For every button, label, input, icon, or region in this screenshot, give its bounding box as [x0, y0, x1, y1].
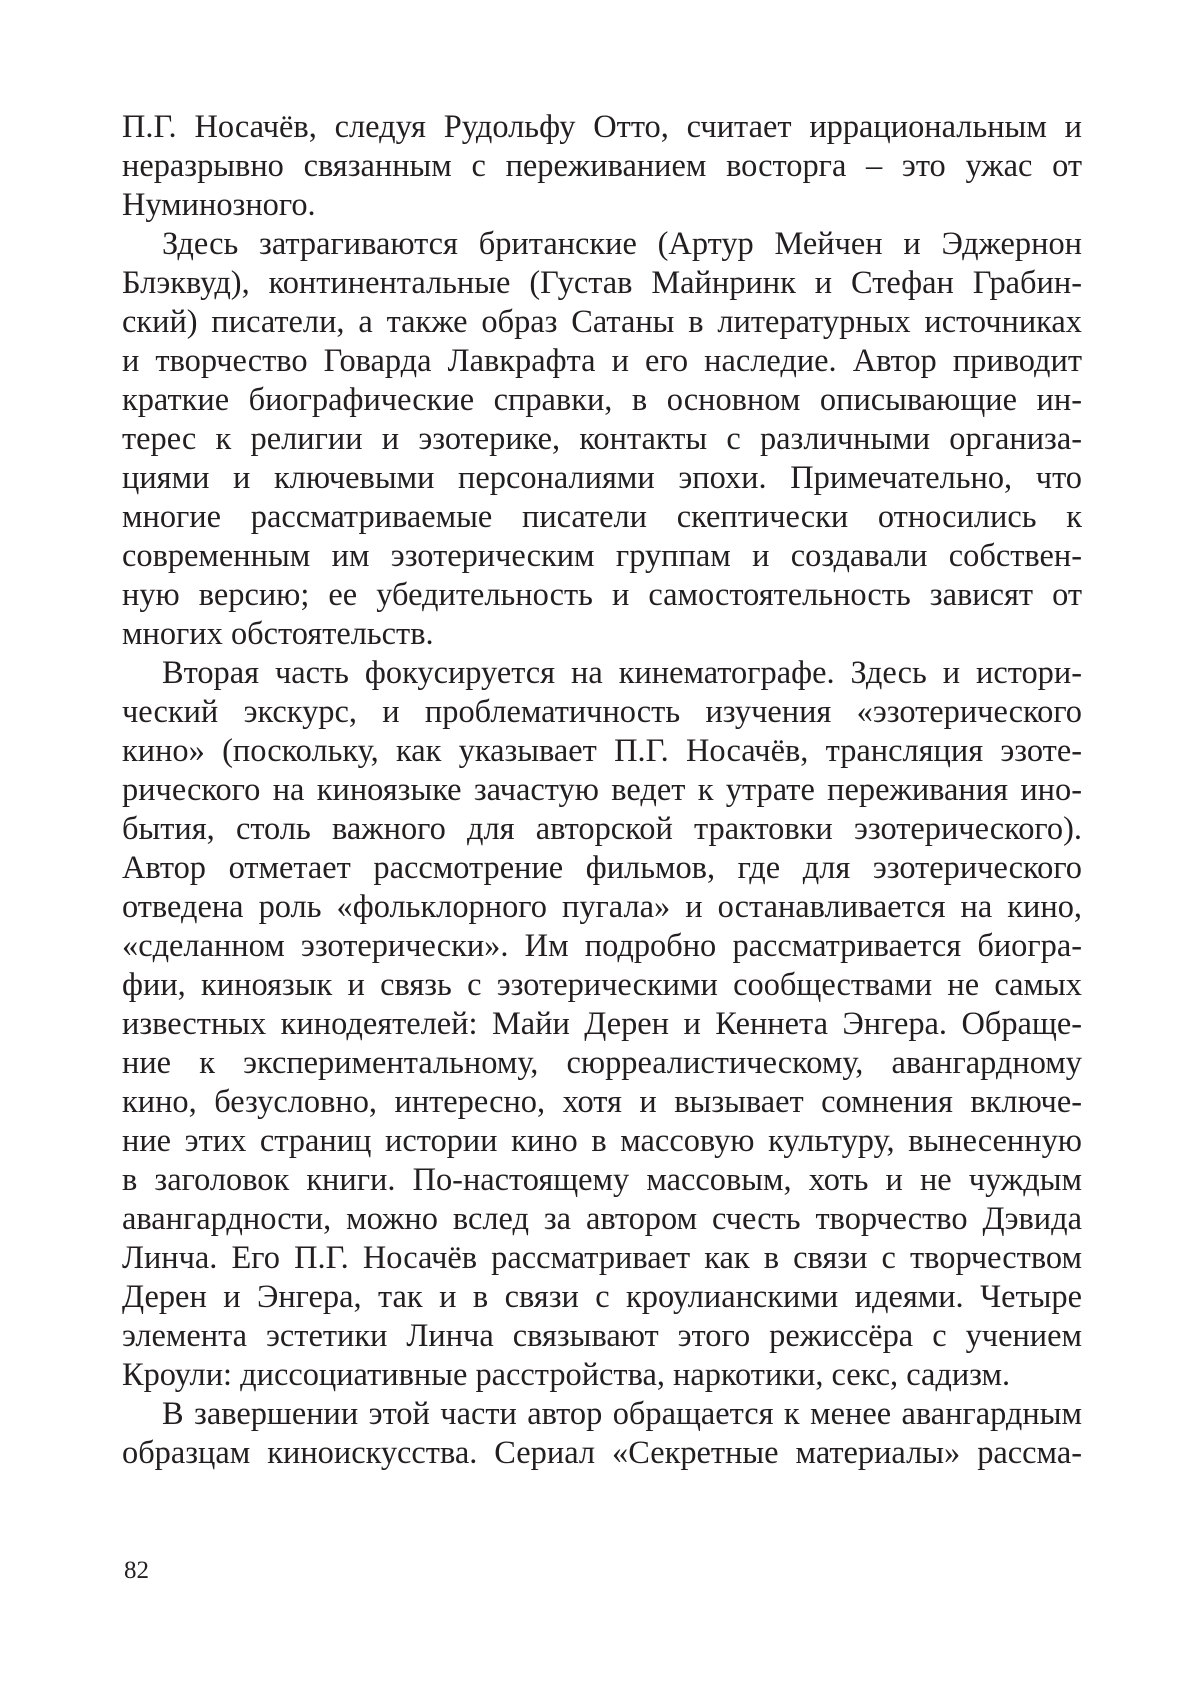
text-line: краткие биографические справки, в основном описывающие ин-: [122, 381, 1082, 420]
text-line: ние этих страниц истории кино в массовую культуру, вынесенную: [122, 1122, 1082, 1161]
text-line: в заголовок книги. По-настоящему массовым, хоть и не чуждым: [122, 1161, 1082, 1200]
text-line: фии, киноязык и связь с эзотерическими сообществами не самых: [122, 966, 1082, 1005]
text-line: Здесь затрагиваются британские (Артур Мейчен и Эджернон: [122, 225, 1082, 264]
text-line: многих обстоятельств.: [122, 615, 1082, 654]
text-line: ческий экскурс, и проблематичность изучения «эзотерического: [122, 693, 1082, 732]
text-line: «сделанном эзотерически». Им подробно рассматривается биогра-: [122, 927, 1082, 966]
paragraph: [122, 1395, 1082, 1473]
text-line: Кроули: диссоциативные расстройства, наркотики, секс, садизм.: [122, 1356, 1082, 1395]
text-line: элемента эстетики Линча связывают этого режиссёра с учением: [122, 1317, 1082, 1356]
text-line: неразрывно связанным с переживанием восторга – это ужас от: [122, 147, 1082, 186]
text-line: современным им эзотерическим группам и создавали собствен-: [122, 537, 1082, 576]
text-line: Блэквуд), континентальные (Густав Майнринк и Стефан Грабин-: [122, 264, 1082, 303]
body-text: [122, 108, 1082, 1473]
text-line: образцам киноискусства. Сериал «Секретные материалы» рассма-: [122, 1434, 1082, 1473]
page-number: 82: [124, 1557, 149, 1585]
text-line: многие рассматриваемые писатели скептически относились к: [122, 498, 1082, 537]
text-line: бытия, столь важного для авторской трактовки эзотерического).: [122, 810, 1082, 849]
text-line: циями и ключевыми персоналиями эпохи. Примечательно, что: [122, 459, 1082, 498]
text-line: терес к религии и эзотерике, контакты с различными организа-: [122, 420, 1082, 459]
text-line: Линча. Его П.Г. Носачёв рассматривает как в связи с творчеством: [122, 1239, 1082, 1278]
text-line: Нуминозного.: [122, 186, 1082, 225]
text-line: известных кинодеятелей: Майи Дерен и Кеннета Энгера. Обраще-: [122, 1005, 1082, 1044]
text-line: кино, безусловно, интересно, хотя и вызывает сомнения включе-: [122, 1083, 1082, 1122]
text-line: кино» (поскольку, как указывает П.Г. Носачёв, трансляция эзоте-: [122, 732, 1082, 771]
text-line: рического на киноязыке зачастую ведет к утрате переживания ино-: [122, 771, 1082, 810]
paragraph: [122, 654, 1082, 1395]
book-page: [0, 0, 1200, 1703]
text-line: ную версию; ее убедительность и самостоятельность зависят от: [122, 576, 1082, 615]
text-line: Автор отметает рассмотрение фильмов, где для эзотерического: [122, 849, 1082, 888]
text-line: П.Г. Носачёв, следуя Рудольфу Отто, считает иррациональным и: [122, 108, 1082, 147]
text-line: ский) писатели, а также образ Сатаны в литературных источниках: [122, 303, 1082, 342]
text-line: ние к экспериментальному, сюрреалистическому, авангардному: [122, 1044, 1082, 1083]
text-line: и творчество Говарда Лавкрафта и его наследие. Автор приводит: [122, 342, 1082, 381]
text-line: Дерен и Энгера, так и в связи с кроулианскими идеями. Четыре: [122, 1278, 1082, 1317]
text-line: Вторая часть фокусируется на кинематографе. Здесь и истори-: [122, 654, 1082, 693]
text-line: авангардности, можно вслед за автором счесть творчество Дэвида: [122, 1200, 1082, 1239]
paragraph: [122, 108, 1082, 225]
text-line: В завершении этой части автор обращается к менее авангардным: [122, 1395, 1082, 1434]
text-line: отведена роль «фольклорного пугала» и останавливается на кино,: [122, 888, 1082, 927]
paragraph: [122, 225, 1082, 654]
